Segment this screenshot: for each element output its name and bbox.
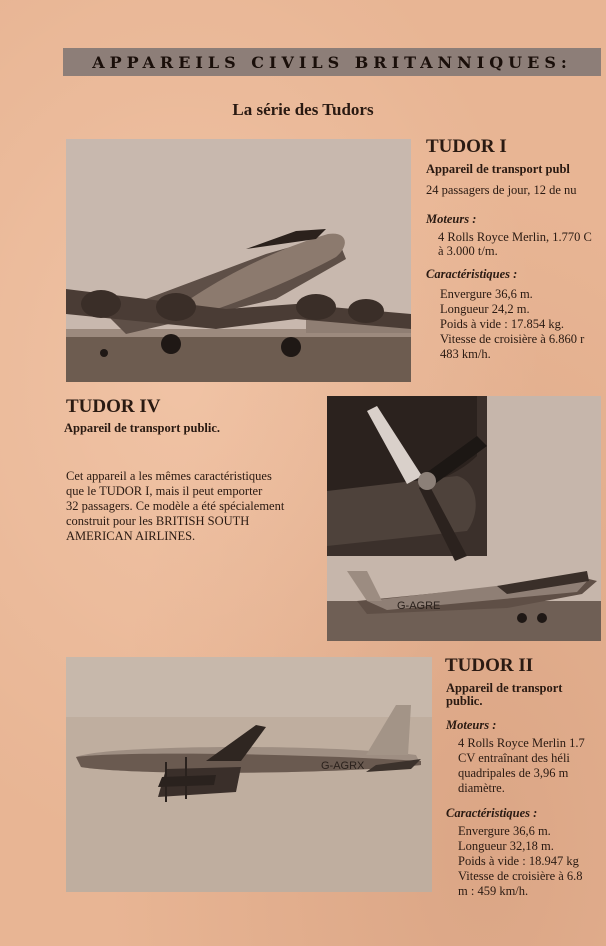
tudor2-cruise-line2: m : 459 km/h. bbox=[458, 884, 529, 898]
tudor4-role: Appareil de transport public. bbox=[64, 421, 221, 435]
tudor2-engines-line2: CV entraînant des héli bbox=[458, 751, 570, 765]
tudor4-airplane-image bbox=[327, 396, 601, 641]
tudor2-airplane-image bbox=[66, 657, 432, 892]
tudor4-desc-line4: construit pour les BRITISH SOUTH bbox=[66, 514, 250, 528]
tudor2-engines-line1: 4 Rolls Royce Merlin 1.7 bbox=[458, 736, 585, 750]
tudor1-span: Envergure 36,6 m. bbox=[440, 287, 533, 301]
tudor1-engines-label: Moteurs : bbox=[426, 212, 477, 226]
tudor1-weight: Poids à vide : 17.854 kg. bbox=[440, 317, 564, 331]
tudor2-photo bbox=[66, 657, 432, 892]
tudor1-length: Longueur 24,2 m. bbox=[440, 302, 530, 316]
tudor4-title: TUDOR IV bbox=[66, 396, 161, 417]
tudor2-engines-label: Moteurs : bbox=[446, 718, 497, 732]
tudor1-role: Appareil de transport publ bbox=[426, 162, 570, 176]
tudor4-desc-line1: Cet appareil a les mêmes caractéristiques bbox=[66, 469, 272, 483]
tudor1-engines-line1: 4 Rolls Royce Merlin, 1.770 C bbox=[438, 230, 592, 244]
tudor2-specs-label: Caractéristiques : bbox=[446, 806, 538, 820]
tudor2-cruise-line1: Vitesse de croisière à 6.8 bbox=[458, 869, 583, 883]
tudor1-specs-label: Caractéristiques : bbox=[426, 267, 518, 281]
tudor2-role-line2: public. bbox=[446, 694, 483, 708]
tudor4-photo bbox=[327, 396, 601, 641]
tudor4-desc-line2: que le TUDOR I, mais il peut emporter bbox=[66, 484, 263, 498]
tudor2-registration: G-AGRX bbox=[321, 760, 365, 772]
tudor1-title: TUDOR I bbox=[426, 136, 507, 157]
tudor1-photo bbox=[66, 139, 411, 382]
tudor2-engines-line3: quadripales de 3,96 m bbox=[458, 766, 569, 780]
tudor2-title: TUDOR II bbox=[445, 655, 534, 676]
tudor2-role-line1: Appareil de transport bbox=[446, 681, 563, 695]
tudor1-capacity: 24 passagers de jour, 12 de nu bbox=[426, 183, 577, 197]
tudor1-cruise-line1: Vitesse de croisière à 6.860 r bbox=[440, 332, 585, 346]
tudor4-desc-line3: 32 passagers. Ce modèle a été spécialement bbox=[66, 499, 285, 513]
banner-title: APPAREILS CIVILS BRITANNIQUES: bbox=[92, 52, 572, 72]
tudor1-cruise-line2: 483 km/h. bbox=[440, 347, 491, 361]
tudor2-span: Envergure 36,6 m. bbox=[458, 824, 551, 838]
page-subtitle: La série des Tudors bbox=[232, 100, 374, 119]
tudor4-registration: G-AGRE bbox=[397, 600, 441, 612]
section-banner bbox=[63, 48, 601, 76]
tudor2-engines-line4: diamètre. bbox=[458, 781, 505, 795]
tudor4-desc-line5: AMERICAN AIRLINES. bbox=[66, 529, 196, 543]
tudor2-length: Longueur 32,18 m. bbox=[458, 839, 554, 853]
tudor2-weight: Poids à vide : 18.947 kg bbox=[458, 854, 579, 868]
tudor1-airplane-image bbox=[66, 139, 411, 382]
tudor1-engines-line2: à 3.000 t/m. bbox=[438, 244, 498, 258]
